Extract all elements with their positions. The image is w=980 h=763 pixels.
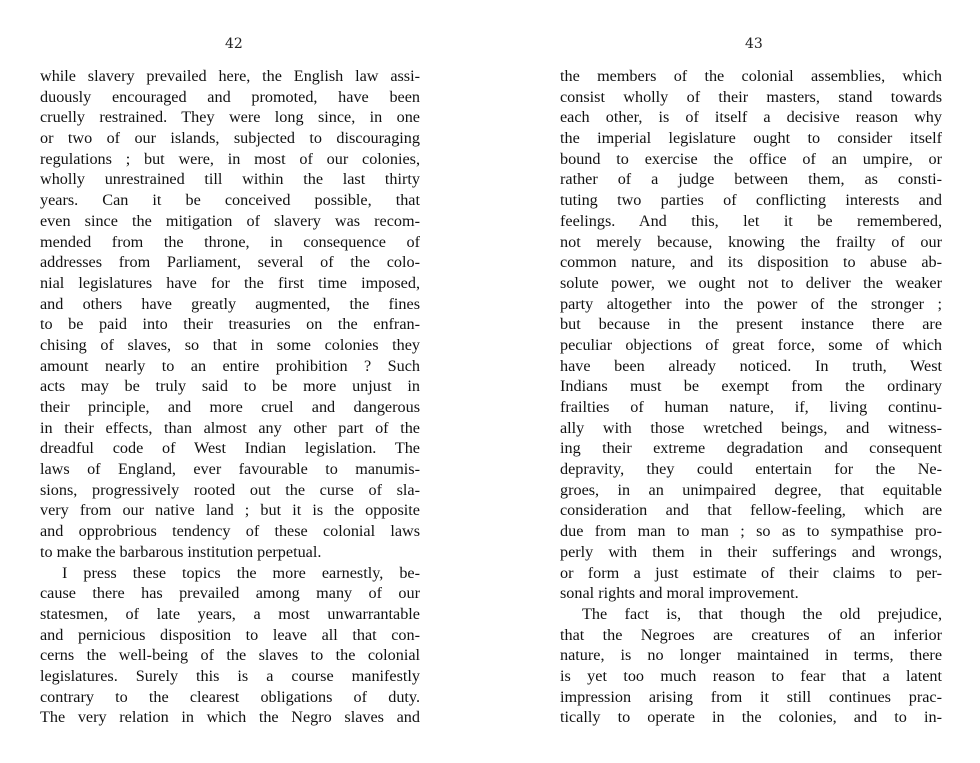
- text-line: rather of a judge between them, as consti-: [560, 170, 942, 189]
- text-line: nature, is no longer maintained in terms, there: [560, 646, 942, 665]
- text-line: common nature, and its disposition to abuse ab-: [560, 253, 942, 272]
- text-line: not merely because, knowing the frailty of our: [560, 232, 942, 251]
- text-line: to make the barbarous institution perpetual.: [40, 542, 322, 561]
- text-line: regulations ; but were, in most of our colonies,: [40, 149, 420, 168]
- text-line: is yet too much reason to fear that a latent: [560, 666, 942, 685]
- page-number: 42: [225, 36, 243, 52]
- text-line: duously encouraged and promoted, have been: [40, 87, 420, 106]
- text-line: the imperial legislature ought to consider itself: [560, 129, 942, 148]
- text-line: acts may be truly said to be more unjust in: [40, 377, 420, 396]
- text-line: ally with those wretched beings, and witness-: [560, 418, 942, 437]
- text-line: while slavery prevailed here, the English law assi-: [40, 67, 420, 85]
- text-line: and others have greatly augmented, the fines: [40, 294, 420, 313]
- text-line: but because in the present instance there are: [560, 315, 942, 334]
- text-line: statesmen, of late years, a most unwarrantable: [40, 604, 420, 623]
- text-line: years. Can it be conceived possible, that: [40, 191, 420, 210]
- text-line: chising of slaves, so that in some colonies they: [40, 335, 420, 354]
- text-line: party altogether into the power of the stronger ;: [560, 294, 942, 313]
- text-line: I press these topics the more earnestly, be-: [62, 563, 420, 582]
- text-line: impression arising from it still continues prac-: [560, 687, 942, 706]
- text-line: feelings. And this, let it be remembered,: [560, 211, 942, 230]
- text-line: mended from the throne, in consequence of: [40, 232, 420, 251]
- text-line: perly with them in their sufferings and wrongs,: [560, 542, 942, 561]
- text-line: consist wholly of their masters, stand towards: [560, 87, 942, 106]
- text-line: nial legislatures have for the first time imposed,: [40, 273, 420, 292]
- text-line: or form a just estimate of their claims to per-: [560, 563, 942, 582]
- text-line: the members of the colonial assemblies, which: [560, 67, 942, 85]
- text-line: cerns the well-being of the slaves to the colonial: [40, 646, 420, 665]
- text-line: very from our native land ; but it is the opposite: [40, 501, 420, 520]
- text-line: groes, in an unimpaired degree, that equitable: [560, 480, 942, 499]
- body-text: [40, 66, 420, 728]
- text-line: their principle, and more cruel and dangerous: [40, 398, 420, 416]
- page-number: 43: [745, 36, 763, 52]
- text-line: sonal rights and moral improvement.: [560, 584, 799, 603]
- text-line: in their effects, than almost any other part of the: [40, 418, 420, 437]
- text-line: and opprobrious tendency of these colonial laws: [40, 522, 420, 541]
- text-line: solute power, we ought not to deliver the weaker: [560, 273, 942, 292]
- text-line: The very relation in which the Negro slaves and: [40, 708, 420, 727]
- text-line: The fact is, that though the old prejudice,: [582, 604, 942, 623]
- text-line: contrary to the clearest obligations of duty.: [40, 687, 420, 706]
- text-line: each other, is of itself a decisive reason why: [560, 108, 942, 127]
- text-line: peculiar objections of great force, some of which: [560, 335, 942, 354]
- text-line: to be paid into their treasuries on the enfran-: [40, 315, 420, 334]
- text-line: addresses from Parliament, several of the colo-: [40, 253, 420, 272]
- text-line: frailties of human nature, if, living continu-: [560, 398, 942, 416]
- text-line: cruelly restrained. They were long since, in one: [40, 108, 420, 127]
- text-line: consideration and that fellow-feeling, which are: [560, 501, 942, 520]
- body-text: [560, 66, 942, 728]
- text-line: that the Negroes are creatures of an inferior: [560, 625, 942, 644]
- text-line: amount nearly to an entire prohibition ? Such: [40, 356, 420, 375]
- text-line: due from man to man ; so as to sympathise pro-: [560, 522, 942, 541]
- text-line: depravity, they could entertain for the Ne-: [560, 460, 942, 479]
- text-line: even since the mitigation of slavery was recom-: [40, 211, 420, 230]
- text-line: bound to exercise the office of an umpire, or: [560, 149, 942, 168]
- text-line: ing their extreme degradation and consequent: [560, 439, 942, 458]
- text-line: tically to operate in the colonies, and to in-: [560, 708, 942, 727]
- text-line: or two of our islands, subjected to discouraging: [40, 129, 420, 148]
- text-line: laws of England, ever favourable to manumis-: [40, 460, 420, 479]
- text-line: cause there has prevailed among many of our: [40, 584, 420, 603]
- text-line: sions, progressively rooted out the curse of sla-: [40, 480, 420, 499]
- text-line: tuting two parties of conflicting interests and: [560, 191, 942, 210]
- text-line: Indians must be exempt from the ordinary: [560, 377, 942, 396]
- text-line: have been already noticed. In truth, West: [560, 356, 942, 375]
- text-line: and pernicious disposition to leave all that con-: [40, 625, 420, 644]
- text-line: dreadful code of West Indian legislation. The: [40, 439, 420, 458]
- text-line: legislatures. Surely this is a course manifestly: [40, 666, 420, 685]
- text-line: wholly unrestrained till within the last thirty: [40, 170, 420, 189]
